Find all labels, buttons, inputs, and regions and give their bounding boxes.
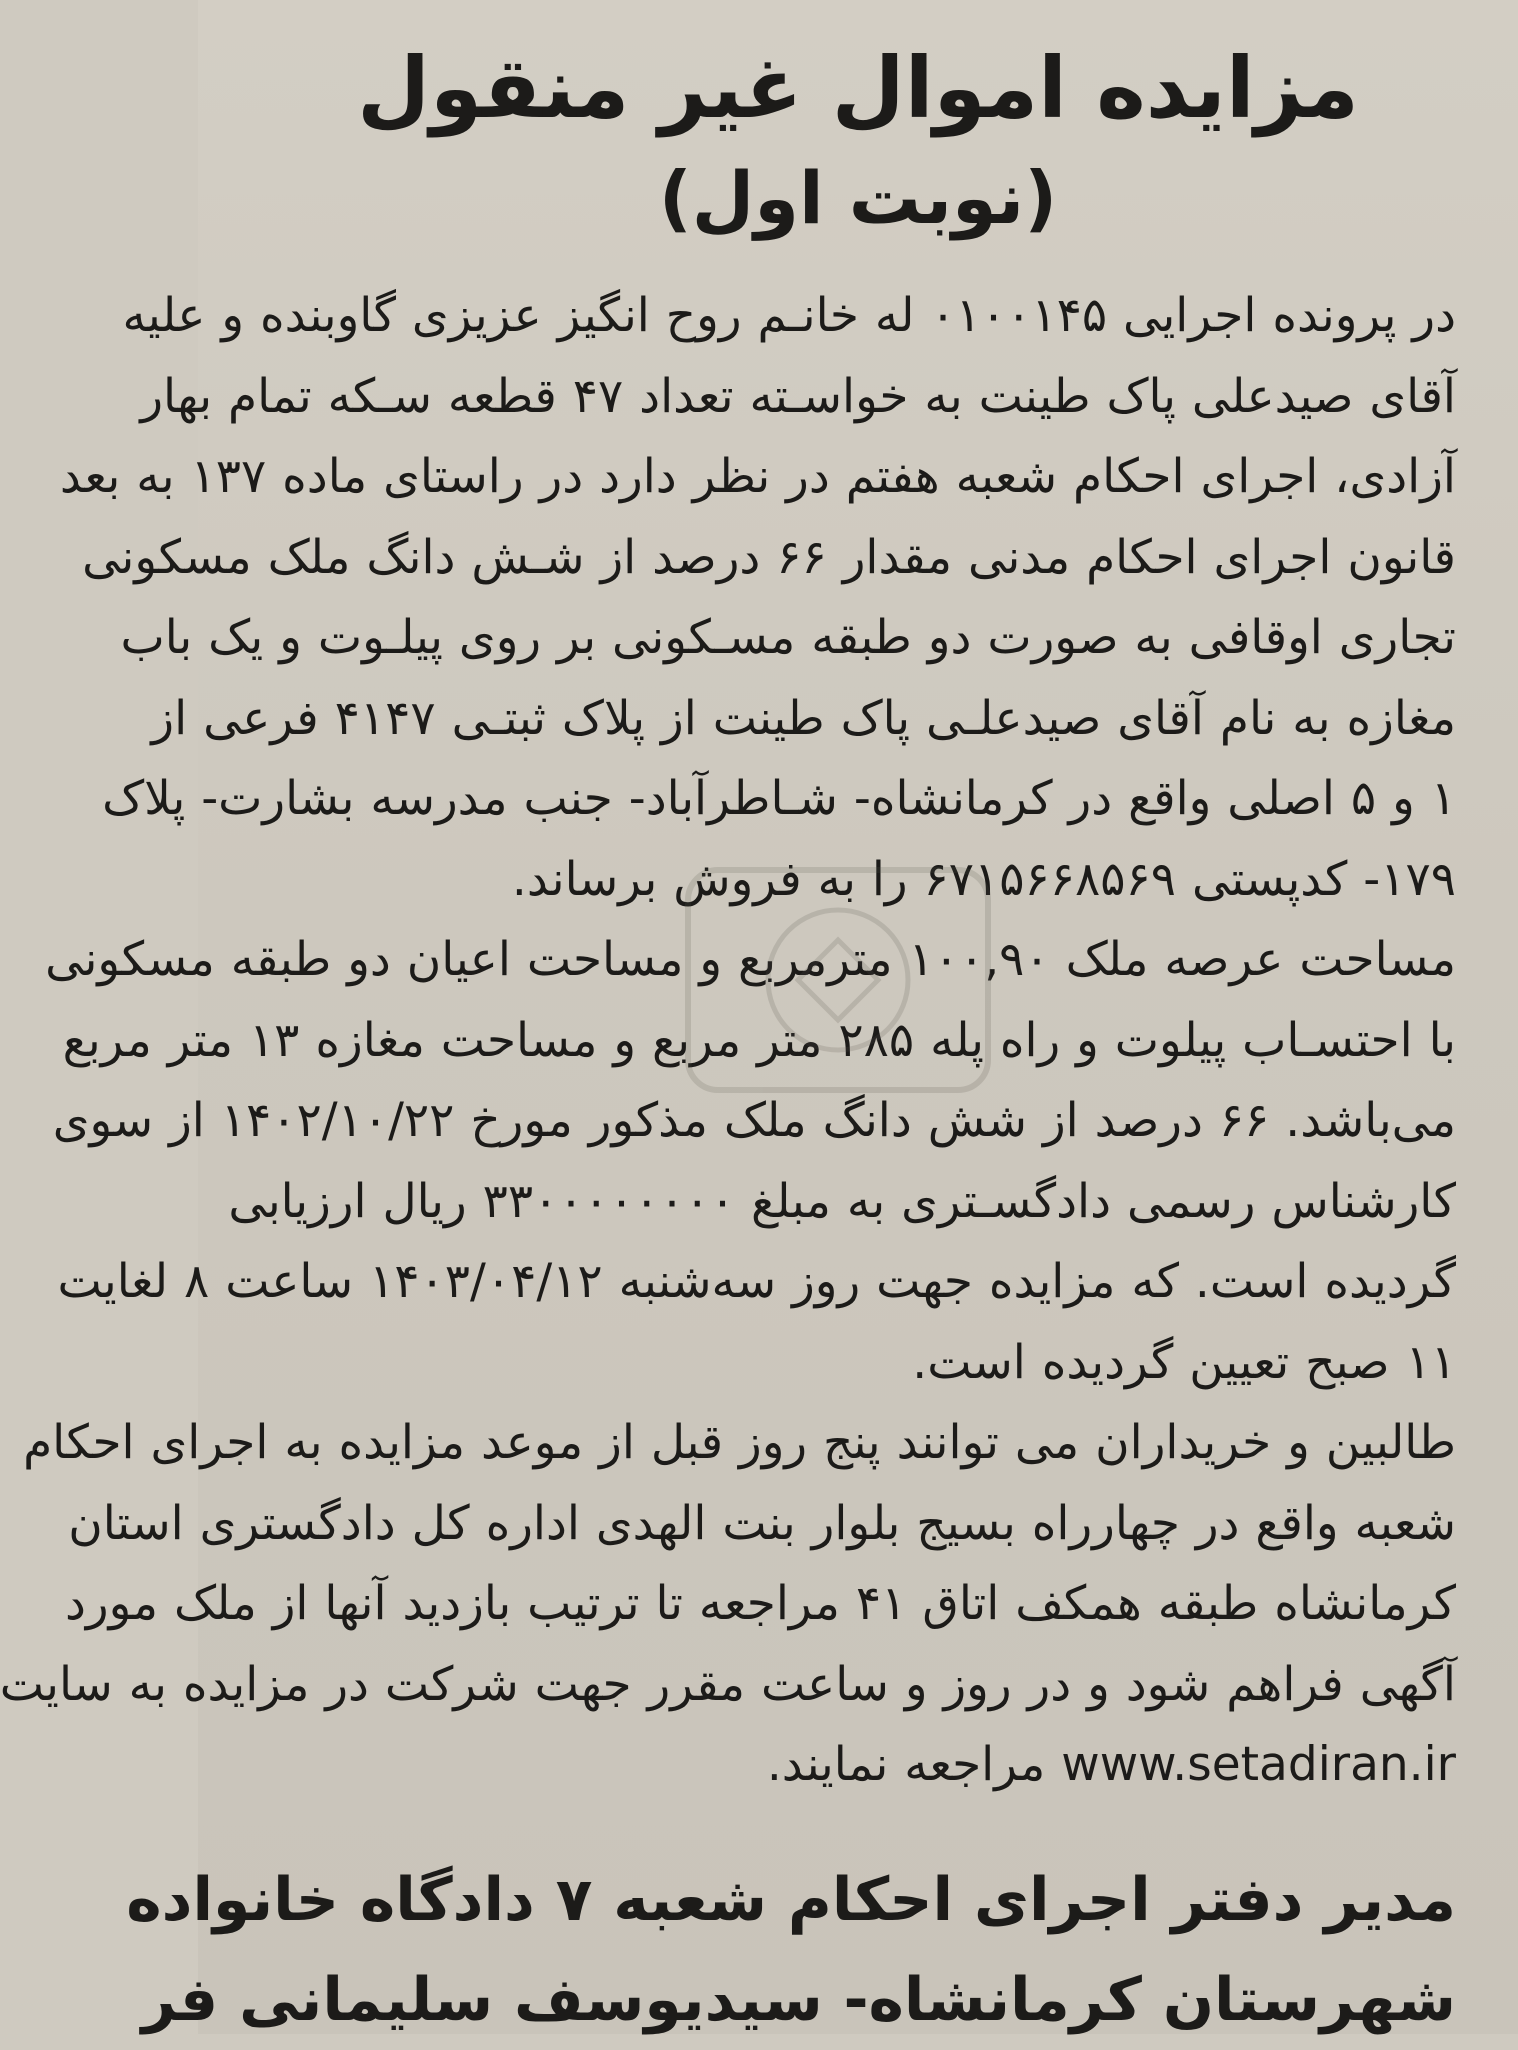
- paragraph-1: [59, 276, 1456, 920]
- paragraph-line: با احتسـاب پیلوت و راه پله ۲۸۵ متر مربع و مساحت مغازه ۱۳ متر مربع: [62, 1012, 1456, 1068]
- paragraph-line: قانون اجرای احکام مدنی مقدار ۶۶ درصد از شـش دانگ ملک مسکونی: [82, 529, 1456, 585]
- notice-title: مزایده اموال غیر منقول: [357, 39, 1359, 137]
- paragraph-line: گردیده است. که مزایده جهت روز سه‌شنبه ۱۴۰۳/۰۴/۱۲ ساعت ۸ لغایت: [57, 1254, 1456, 1309]
- paragraph-line: تجاری اوقافی به صورت دو طبقه مسـکونی بر روی پیلـوت و یک باب: [120, 610, 1456, 665]
- paragraph-line: مغازه به نام آقای صیدعلـی پاک طینت از پلاک ثبتـی ۴۱۴۷ فرعی از: [151, 690, 1456, 746]
- signature-block: [126, 1850, 1456, 2050]
- paragraph-line: در پرونده اجرایی ۰۱۰۰۱۴۵ له خانـم روح انگیز عزیزی گاوبنده و علیه: [122, 288, 1456, 343]
- paragraph-3: [0, 1403, 1456, 1806]
- paragraph-line: می‌باشد. ۶۶ درصد از شش دانگ ملک مذکور مورخ ۱۴۰۲/۱۰/۲۲ از سوی: [52, 1093, 1456, 1148]
- paragraph-line: www.setadiran.ir مراجعه نمایند.: [766, 1737, 1456, 1792]
- paragraph-line: طالبین و خریداران می توانند پنج روز قبل از موعد مزایده به اجرای احکام: [23, 1415, 1456, 1470]
- paragraph-line: مساحت عرصه ملک ۱۰۰,۹۰ مترمربع و مساحت اعیان دو طبقه مسکونی: [45, 932, 1456, 987]
- paragraph-line: کارشناس رسمی دادگسـتری به مبلغ ۳۳۰۰۰۰۰۰۰۰ ریال ارزیابی: [228, 1173, 1456, 1229]
- signature-line-title: مدیر دفتر اجرای احکام شعبه ۷ دادگاه خانواده: [126, 1864, 1456, 1935]
- signature-line-name: شهرستان کرمانشاه- سیدیوسف سلیمانی فر: [141, 1964, 1456, 2035]
- paragraph-line: آزادی، اجرای احکام شعبه هفتم در نظر دارد در راستای ماده ۱۳۷ به بعد: [59, 449, 1456, 504]
- paragraph-2: [45, 920, 1456, 1403]
- paragraph-line: شعبه واقع در چهارراه بسیج بلوار بنت الهدی اداره کل دادگستری استان: [68, 1495, 1456, 1551]
- notice-subtitle: (نوبت اول): [658, 156, 1058, 240]
- paragraph-line: ۱۷۹- کدپستی ۶۷۱۵۶۶۸۵۶۹ را به فروش برساند.: [511, 851, 1456, 907]
- paragraph-line: ۱ و ۵ اصلی واقع در کرمانشاه- شـاطرآباد- جنب مدرسه بشارت- پلاک: [102, 771, 1456, 826]
- paragraph-line: آقای صیدعلی پاک طینت به خواسـته تعداد ۴۷ قطعه سـکه تمام بهار: [140, 368, 1456, 424]
- paragraph-line: آگهی فراهم شود و در روز و ساعت مقرر جهت شرکت در مزایده به سایت: [0, 1656, 1456, 1712]
- paragraph-line: ۱۱ صبح تعیین گردیده است.: [912, 1334, 1456, 1390]
- paragraph-line: کرمانشاه طبقه همکف اتاق ۴۱ مراجعه تا ترتیب بازدید آنها از ملک مورد: [64, 1576, 1456, 1631]
